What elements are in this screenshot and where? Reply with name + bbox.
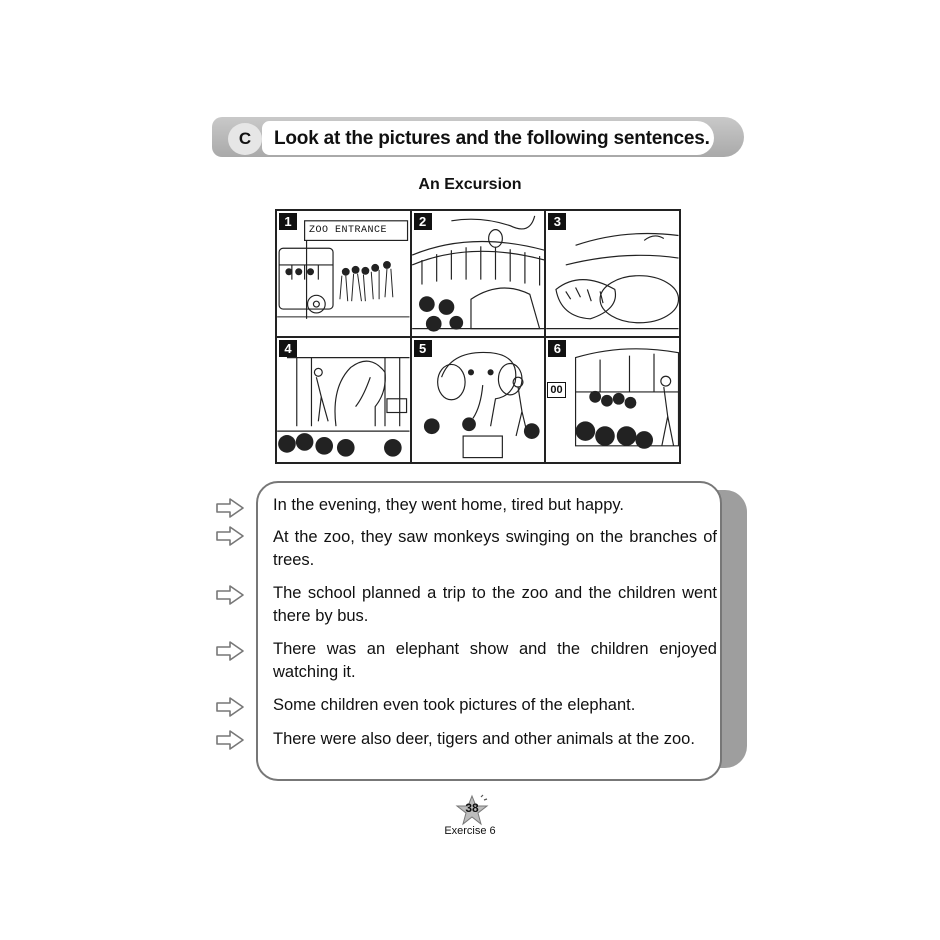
picture-grid — [275, 209, 681, 464]
panel-number: 6 — [548, 340, 566, 357]
panel-number: 2 — [414, 213, 432, 230]
panel-number: 5 — [414, 340, 432, 357]
exercise-label: Exercise 6 — [444, 825, 496, 837]
sentence-6: There were also deer, tigers and other animals at the zoo. — [273, 730, 695, 748]
page-number: 38 — [465, 801, 479, 815]
arrow-icon — [215, 640, 245, 662]
sentence-4: There was an elephant show and the children enjoyed watching it. — [273, 640, 717, 681]
sentence-1: In the evening, they went home, tired but happy. — [273, 496, 625, 514]
bus-number-plate: 00 — [547, 382, 565, 398]
sentence-5: Some children even took pictures of the elephant. — [273, 696, 636, 714]
arrow-icon — [215, 497, 245, 519]
sentence-3: The school planned a trip to the zoo and the children went there by bus. — [273, 584, 717, 625]
arrow-icon — [215, 525, 245, 547]
picture-panel-2 — [411, 210, 546, 337]
zoo-entrance-sign: ZOO ENTRANCE — [309, 225, 388, 236]
panel-number: 3 — [548, 213, 566, 230]
arrow-icon — [215, 696, 245, 718]
sentence-2: At the zoo, they saw monkeys swinging on the branches of trees. — [273, 528, 717, 569]
picture-panel-4 — [276, 337, 411, 464]
picture-panel-1 — [276, 210, 411, 337]
picture-panel-6 — [545, 337, 680, 464]
section-letter-badge: C — [228, 123, 262, 155]
panel-number: 4 — [279, 340, 297, 357]
story-title: An Excursion — [418, 176, 522, 193]
panel-number: 1 — [279, 213, 297, 230]
picture-panel-5 — [411, 337, 546, 464]
arrow-icon — [215, 729, 245, 751]
picture-panel-3 — [545, 210, 680, 337]
arrow-icon — [215, 584, 245, 606]
section-instruction: Look at the pictures and the following sentences. — [274, 128, 710, 149]
